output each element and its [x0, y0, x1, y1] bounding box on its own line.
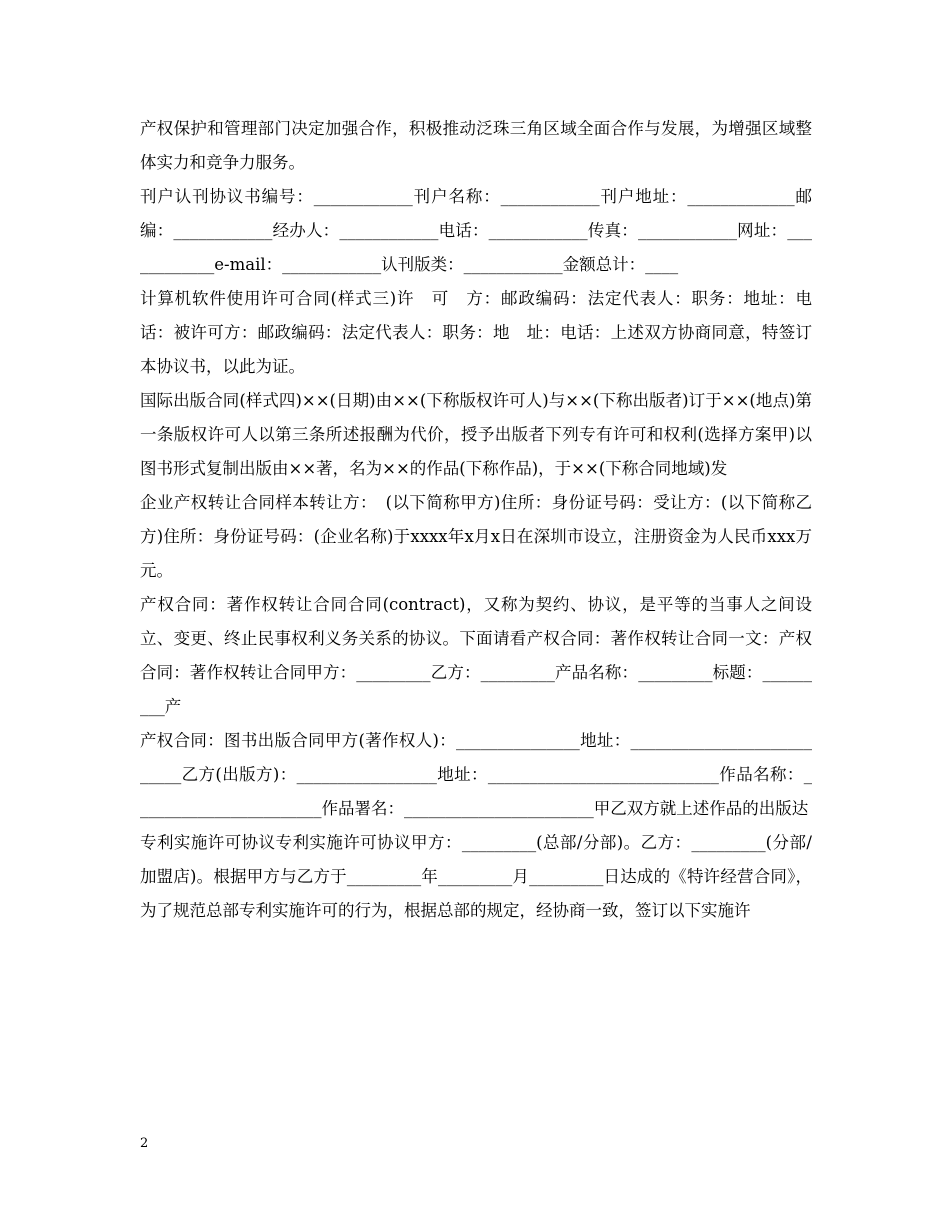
paragraph-7: 产权合同：图书出版合同甲方(著作权人)：_______________地址：___________________________乙方(出版方)：_________________地址：____________________________作品名称：_______________________作品署名：_______________________甲乙双方就上述作品的出版达 — [140, 731, 812, 818]
paragraph-6: 产权合同：著作权转让合同合同(contract)，又称为契约、协议，是平等的当事人之间设立、变更、终止民事权利义务关系的协议。下面请看产权合同：著作权转让合同一文：产权合同：著作权转让合同甲方：_________乙方：_________产品名称：_________标题：_________产 — [140, 595, 812, 716]
paragraph-5: 企业产权转让合同样本转让方： (以下简称甲方)住所：身份证号码：受让方：(以下简称乙方)住所：身份证号码：(企业名称)于xxxx年x月x日在深圳市设立，注册资金为人民币xxx万元。 — [140, 493, 812, 580]
page-number: 2 — [140, 1136, 149, 1151]
paragraph-2: 刊户认刊协议书编号：____________刊户名称：____________刊户地址：_____________邮编：____________经办人：____________电话：____________传真：____________网址：____________e-mail：____________认刊版类：____________金额总计：____ — [140, 187, 812, 274]
paragraph-1: 产权保护和管理部门决定加强合作，积极推动泛珠三角区域全面合作与发展，为增强区域整体实力和竞争力服务。 — [140, 119, 812, 172]
paragraph-4: 国际出版合同(样式四)××(日期)由××(下称版权许可人)与××(下称出版者)订于××(地点)第一条版权许可人以第三条所述报酬为代价，授予出版者下列专有许可和权利(选择方案甲)以图书形式复制出版由××著，名为××的作品(下称作品)，于××(下称合同地域)发 — [140, 391, 812, 478]
paragraph-8: 专利实施许可协议专利实施许可协议甲方：_________(总部/分部)。乙方：_________(分部/加盟店)。根据甲方与乙方于_________年_________月_________日达成的《特许经营合同》，为了规范总部专利实施许可的行为，根据总部的规定，经协商一致，签订以下实施许 — [140, 833, 812, 920]
paragraph-3: 计算机软件使用许可合同(样式三)许 可 方：邮政编码：法定代表人：职务：地址：电话：被许可方：邮政编码：法定代表人：职务：地 址：电话：上述双方协商同意，特签订本协议书，以此为证。 — [140, 289, 812, 376]
document-body — [140, 112, 812, 928]
